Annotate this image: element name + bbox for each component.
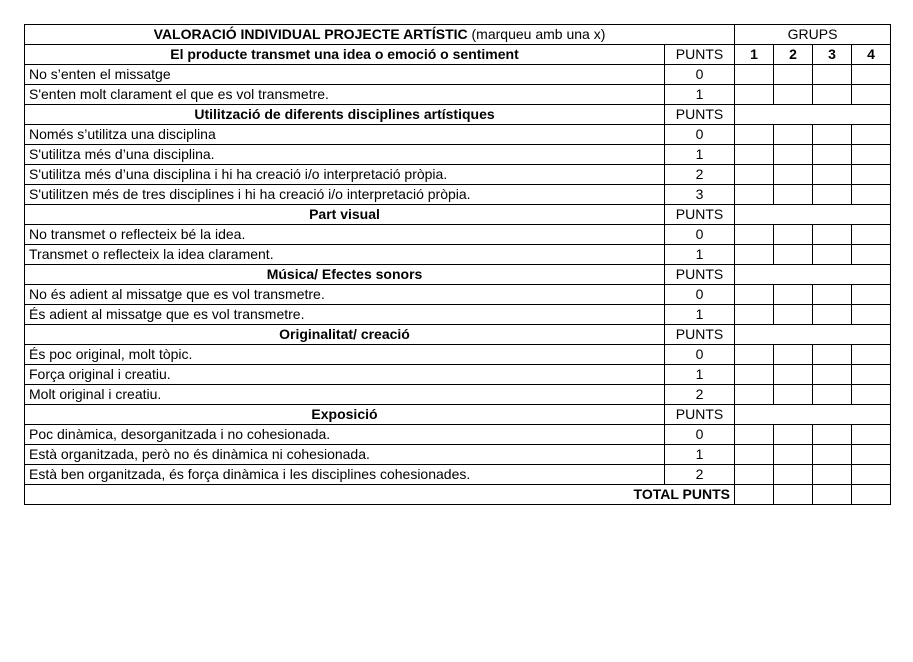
criterion-row (25, 185, 891, 205)
criterion-text: S'utilitzen més de tres disciplines i hi ha creació i/o interpretació pròpia. (25, 185, 665, 205)
criterion-points: 1 (665, 365, 735, 385)
group-3-mark-cell[interactable] (813, 165, 852, 185)
criterion-text: S'utilitza més d’una disciplina i hi ha creació i/o interpretació pròpia. (25, 165, 665, 185)
group-1-mark-cell[interactable] (735, 445, 774, 465)
criterion-row (25, 305, 891, 325)
total-points-label: TOTAL PUNTS (25, 485, 735, 505)
group-3-mark-cell[interactable] (813, 365, 852, 385)
criterion-row (25, 445, 891, 465)
groups-header: GRUPS (735, 25, 891, 45)
group-3-mark-cell[interactable] (813, 85, 852, 105)
criterion-text: Poc dinàmica, desorganitzada i no cohesionada. (25, 425, 665, 445)
group-number-2: 2 (774, 45, 813, 65)
group-2-mark-cell[interactable] (774, 305, 813, 325)
group-3-mark-cell[interactable] (813, 225, 852, 245)
group-1-mark-cell[interactable] (735, 305, 774, 325)
group-2-mark-cell[interactable] (774, 345, 813, 365)
title-bold: VALORACIÓ INDIVIDUAL PROJECTE ARTÍSTIC (153, 26, 468, 42)
group-4-mark-cell[interactable] (852, 125, 891, 145)
group-1-total-cell[interactable] (735, 485, 774, 505)
group-1-mark-cell[interactable] (735, 65, 774, 85)
criterion-points: 0 (665, 345, 735, 365)
section-heading: Utilització de diferents disciplines artístiques (25, 105, 665, 125)
group-3-mark-cell[interactable] (813, 65, 852, 85)
group-1-mark-cell[interactable] (735, 125, 774, 145)
group-4-mark-cell[interactable] (852, 285, 891, 305)
section-header-row (25, 105, 891, 125)
group-4-mark-cell[interactable] (852, 245, 891, 265)
criterion-row (25, 65, 891, 85)
group-header-blank (735, 205, 891, 225)
criterion-text: No és adient al missatge que es vol transmetre. (25, 285, 665, 305)
group-2-mark-cell[interactable] (774, 445, 813, 465)
criterion-text: Força original i creatiu. (25, 365, 665, 385)
group-2-mark-cell[interactable] (774, 465, 813, 485)
group-header-blank (735, 105, 891, 125)
criterion-points: 1 (665, 145, 735, 165)
criterion-row (25, 425, 891, 445)
group-1-mark-cell[interactable] (735, 385, 774, 405)
group-3-mark-cell[interactable] (813, 305, 852, 325)
criterion-text: Transmet o reflecteix la idea clarament. (25, 245, 665, 265)
group-1-mark-cell[interactable] (735, 165, 774, 185)
criterion-points: 2 (665, 385, 735, 405)
group-2-mark-cell[interactable] (774, 65, 813, 85)
group-3-mark-cell[interactable] (813, 345, 852, 365)
points-column-header: PUNTS (665, 325, 735, 345)
group-3-mark-cell[interactable] (813, 145, 852, 165)
criterion-text: Molt original i creatiu. (25, 385, 665, 405)
section-heading: Música/ Efectes sonors (25, 265, 665, 285)
criterion-text: S'utilitza més d’una disciplina. (25, 145, 665, 165)
group-number-1: 1 (735, 45, 774, 65)
points-column-header: PUNTS (665, 265, 735, 285)
group-1-mark-cell[interactable] (735, 185, 774, 205)
criterion-text: Està ben organitzada, és força dinàmica i les disciplines cohesionades. (25, 465, 665, 485)
criterion-points: 1 (665, 85, 735, 105)
points-column-header: PUNTS (665, 405, 735, 425)
points-column-header: PUNTS (665, 205, 735, 225)
criterion-points: 2 (665, 465, 735, 485)
criterion-row (25, 365, 891, 385)
group-2-mark-cell[interactable] (774, 165, 813, 185)
group-4-mark-cell[interactable] (852, 385, 891, 405)
group-number-4: 4 (852, 45, 891, 65)
group-2-mark-cell[interactable] (774, 245, 813, 265)
group-4-mark-cell[interactable] (852, 225, 891, 245)
criterion-row (25, 85, 891, 105)
criterion-text: Està organitzada, però no és dinàmica ni cohesionada. (25, 445, 665, 465)
criterion-row (25, 465, 891, 485)
title-note: (marqueu amb una x) (471, 26, 606, 42)
group-3-mark-cell[interactable] (813, 185, 852, 205)
criterion-row (25, 165, 891, 185)
group-2-mark-cell[interactable] (774, 125, 813, 145)
group-2-mark-cell[interactable] (774, 365, 813, 385)
criterion-points: 0 (665, 285, 735, 305)
section-header-row (25, 205, 891, 225)
group-4-mark-cell[interactable] (852, 445, 891, 465)
title-row (25, 25, 891, 45)
criterion-row (25, 285, 891, 305)
criterion-row (25, 225, 891, 245)
criterion-text: És poc original, molt tòpic. (25, 345, 665, 365)
section-header-row (25, 265, 891, 285)
group-4-mark-cell[interactable] (852, 145, 891, 165)
group-4-mark-cell[interactable] (852, 305, 891, 325)
criterion-row (25, 385, 891, 405)
criterion-points: 1 (665, 245, 735, 265)
criterion-text: No transmet o reflecteix bé la idea. (25, 225, 665, 245)
section-heading: Originalitat/ creació (25, 325, 665, 345)
criterion-points: 1 (665, 445, 735, 465)
group-header-blank (735, 265, 891, 285)
group-3-mark-cell[interactable] (813, 445, 852, 465)
group-1-mark-cell[interactable] (735, 145, 774, 165)
criterion-points: 1 (665, 305, 735, 325)
group-2-mark-cell[interactable] (774, 145, 813, 165)
group-2-mark-cell[interactable] (774, 185, 813, 205)
group-1-mark-cell[interactable] (735, 345, 774, 365)
group-header-blank (735, 325, 891, 345)
section-header-row (25, 45, 891, 65)
group-2-mark-cell[interactable] (774, 385, 813, 405)
section-header-row (25, 325, 891, 345)
group-1-mark-cell[interactable] (735, 225, 774, 245)
group-4-mark-cell[interactable] (852, 165, 891, 185)
points-column-header: PUNTS (665, 45, 735, 65)
group-1-mark-cell[interactable] (735, 465, 774, 485)
criterion-row (25, 345, 891, 365)
group-4-mark-cell[interactable] (852, 185, 891, 205)
table-title (25, 25, 735, 45)
group-4-total-cell[interactable] (852, 485, 891, 505)
group-3-mark-cell[interactable] (813, 465, 852, 485)
section-heading: Exposició (25, 405, 665, 425)
criterion-points: 0 (665, 65, 735, 85)
group-1-mark-cell[interactable] (735, 85, 774, 105)
group-4-mark-cell[interactable] (852, 365, 891, 385)
group-1-mark-cell[interactable] (735, 285, 774, 305)
group-3-mark-cell[interactable] (813, 125, 852, 145)
total-row (25, 485, 891, 505)
points-column-header: PUNTS (665, 105, 735, 125)
group-3-mark-cell[interactable] (813, 385, 852, 405)
group-2-mark-cell[interactable] (774, 425, 813, 445)
group-2-mark-cell[interactable] (774, 85, 813, 105)
group-2-total-cell[interactable] (774, 485, 813, 505)
group-3-mark-cell[interactable] (813, 425, 852, 445)
criterion-text: No s’enten el missatge (25, 65, 665, 85)
criterion-text: S'enten molt clarament el que es vol transmetre. (25, 85, 665, 105)
group-1-mark-cell[interactable] (735, 425, 774, 445)
criterion-points: 0 (665, 125, 735, 145)
group-2-mark-cell[interactable] (774, 225, 813, 245)
group-4-mark-cell[interactable] (852, 465, 891, 485)
group-4-mark-cell[interactable] (852, 85, 891, 105)
criterion-points: 0 (665, 425, 735, 445)
criterion-row (25, 125, 891, 145)
criterion-row (25, 245, 891, 265)
group-2-mark-cell[interactable] (774, 285, 813, 305)
criterion-points: 0 (665, 225, 735, 245)
group-number-3: 3 (813, 45, 852, 65)
group-4-mark-cell[interactable] (852, 425, 891, 445)
group-4-mark-cell[interactable] (852, 65, 891, 85)
group-3-total-cell[interactable] (813, 485, 852, 505)
section-heading: Part visual (25, 205, 665, 225)
criterion-points: 2 (665, 165, 735, 185)
rubric-table (24, 24, 891, 505)
section-heading: El producte transmet una idea o emoció o sentiment (25, 45, 665, 65)
group-4-mark-cell[interactable] (852, 345, 891, 365)
group-1-mark-cell[interactable] (735, 365, 774, 385)
section-header-row (25, 405, 891, 425)
criterion-text: Només s’utilitza una disciplina (25, 125, 665, 145)
criterion-points: 3 (665, 185, 735, 205)
group-3-mark-cell[interactable] (813, 245, 852, 265)
criterion-text: És adient al missatge que es vol transmetre. (25, 305, 665, 325)
group-3-mark-cell[interactable] (813, 285, 852, 305)
group-1-mark-cell[interactable] (735, 245, 774, 265)
group-header-blank (735, 405, 891, 425)
criterion-row (25, 145, 891, 165)
